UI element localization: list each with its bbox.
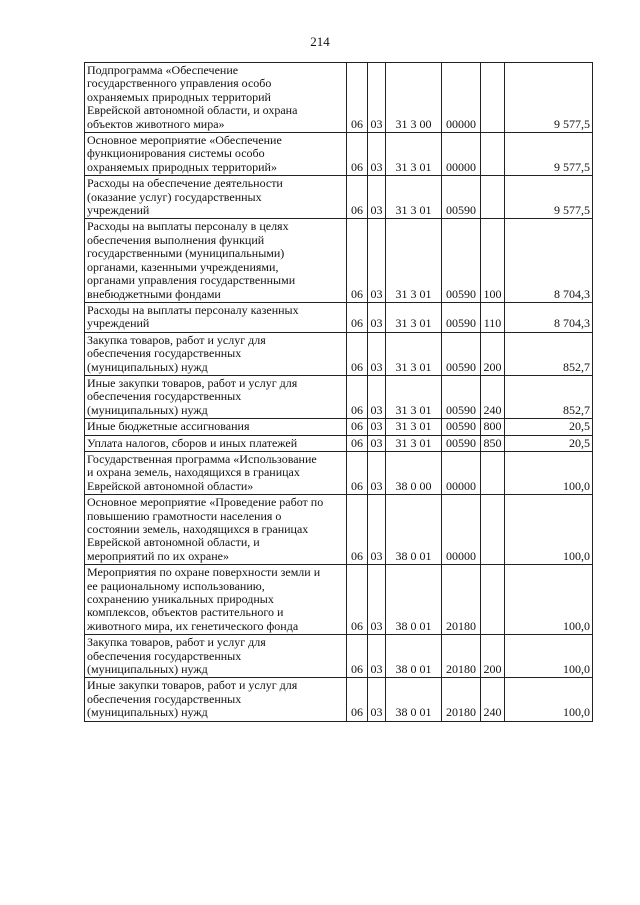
row-name-line: Расходы на выплаты персоналу в целях [87,219,289,234]
subsection-code: 03 [368,419,386,435]
table-row [85,219,593,302]
row-name [85,495,347,565]
row-name [85,678,347,721]
section-code: 06 [347,176,368,219]
table-row [85,678,593,721]
expense-type-code: 110 [481,302,505,332]
row-name [85,635,347,678]
subsection-code: 03 [368,332,386,375]
row-name-line: Иные бюджетные ассигнования [87,419,250,434]
row-name [85,435,347,451]
amount-value: 8 704,3 [505,219,593,302]
direction-code: 00590 [442,219,481,302]
program-code: 31 3 01 [386,419,442,435]
section-code: 06 [347,419,368,435]
expense-type-code [481,63,505,133]
section-code: 06 [347,635,368,678]
row-name-line: Расходы на обеспечение деятельности [87,176,283,191]
row-name [85,451,347,494]
row-name-line: состоянии земель, находящихся в границах [87,522,309,536]
section-code: 06 [347,332,368,375]
row-name-line: Государственная программа «Использование [87,451,317,466]
expense-type-code: 200 [481,635,505,678]
section-code: 06 [347,63,368,133]
subsection-code: 03 [368,495,386,565]
row-name-line: обеспечения государственных [87,346,242,361]
row-name-line: государственного управления особо [87,76,272,91]
direction-code: 20180 [442,565,481,635]
row-name [85,565,347,635]
amount-value: 20,5 [505,419,593,435]
subsection-code: 03 [368,678,386,721]
row-name-line: и охрана земель, находящихся в границах [87,465,300,480]
direction-code: 00590 [442,302,481,332]
table-row [85,435,593,451]
row-name-line: (муниципальных) нужд [87,402,208,417]
subsection-code: 03 [368,63,386,133]
program-code: 38 0 01 [386,565,442,635]
program-code: 38 0 01 [386,678,442,721]
row-name-line: Закупка товаров, работ и услуг для [87,635,266,650]
amount-value: 9 577,5 [505,176,593,219]
subsection-code: 03 [368,133,386,176]
expense-type-code [481,565,505,635]
amount-value: 9 577,5 [505,133,593,176]
subsection-code: 03 [368,565,386,635]
program-code: 31 3 01 [386,332,442,375]
row-name-line: Подпрограмма «Обеспечение [87,63,239,77]
expense-type-code [481,133,505,176]
program-code: 31 3 01 [386,133,442,176]
row-name-line: обеспечения государственных [87,389,242,404]
table-row [85,419,593,435]
direction-code: 00000 [442,133,481,176]
row-name-line: мероприятий по их охране» [87,548,229,563]
row-name-line: (муниципальных) нужд [87,662,208,677]
row-name [85,133,347,176]
table-row [85,451,593,494]
direction-code: 20180 [442,678,481,721]
amount-value: 100,0 [505,565,593,635]
subsection-code: 03 [368,375,386,418]
row-name-line: органами, казенными учреждениями, [87,259,279,274]
row-name [85,332,347,375]
direction-code: 00590 [442,332,481,375]
row-name [85,219,347,302]
amount-value: 852,7 [505,332,593,375]
expense-type-code: 100 [481,219,505,302]
direction-code: 00000 [442,451,481,494]
table-row [85,176,593,219]
direction-code: 00590 [442,176,481,219]
row-name-line: ее рациональному использованию, [87,578,265,593]
row-name-line: комплексов, объектов растительного и [87,605,284,620]
direction-code: 20180 [442,635,481,678]
section-code: 06 [347,133,368,176]
table-row [85,495,593,565]
subsection-code: 03 [368,302,386,332]
row-name-line: Еврейской автономной области» [87,478,254,493]
row-name-line: Уплата налогов, сборов и иных платежей [87,435,298,450]
section-code: 06 [347,219,368,302]
page-number: 214 [310,34,330,49]
table-row [85,133,593,176]
row-name [85,63,347,133]
program-code: 31 3 01 [386,176,442,219]
program-code: 31 3 01 [386,435,442,451]
row-name-line: повышению грамотности населения о [87,508,282,523]
row-name [85,419,347,435]
program-code: 31 3 01 [386,375,442,418]
program-code: 38 0 00 [386,451,442,494]
amount-value: 100,0 [505,635,593,678]
direction-code: 00590 [442,375,481,418]
table-row [85,302,593,332]
row-name-line: (муниципальных) нужд [87,359,208,374]
row-name-line: животного мира, их генетического фонда [87,618,299,633]
expense-type-code: 850 [481,435,505,451]
row-name-line: Основное мероприятие «Проведение работ по [87,495,324,510]
direction-code: 00590 [442,435,481,451]
row-name-line: охраняемых природных территорий» [87,159,277,174]
amount-value: 100,0 [505,495,593,565]
subsection-code: 03 [368,451,386,494]
row-name-line: обеспечения выполнения функций [87,232,265,247]
expense-type-code: 240 [481,678,505,721]
subsection-code: 03 [368,435,386,451]
row-name-line: учреждений [87,316,150,331]
expense-type-code: 240 [481,375,505,418]
row-name-line: Закупка товаров, работ и услуг для [87,332,266,347]
program-code: 38 0 01 [386,495,442,565]
amount-value: 9 577,5 [505,63,593,133]
budget-table [84,62,593,722]
row-name [85,375,347,418]
program-code: 38 0 01 [386,635,442,678]
section-code: 06 [347,451,368,494]
section-code: 06 [347,435,368,451]
row-name-line: обеспечения государственных [87,691,242,706]
row-name-line: Еврейской автономной области, и [87,535,260,550]
section-code: 06 [347,565,368,635]
expense-type-code [481,495,505,565]
row-name-line: Иные закупки товаров, работ и услуг для [87,375,298,390]
row-name-line: (муниципальных) нужд [87,705,208,720]
amount-value: 100,0 [505,451,593,494]
row-name [85,302,347,332]
amount-value: 852,7 [505,375,593,418]
subsection-code: 03 [368,635,386,678]
direction-code: 00000 [442,63,481,133]
row-name [85,176,347,219]
program-code: 31 3 01 [386,302,442,332]
row-name-line: Расходы на выплаты персоналу казенных [87,302,299,317]
table-row [85,565,593,635]
row-name-line: объектов животного мира» [87,116,225,131]
subsection-code: 03 [368,219,386,302]
row-name-line: функционирования системы особо [87,146,265,161]
table-row [85,332,593,375]
row-name-line: обеспечения государственных [87,648,242,663]
amount-value: 20,5 [505,435,593,451]
expense-type-code [481,451,505,494]
table-row [85,63,593,133]
row-name-line: учреждений [87,203,150,218]
table-row [85,635,593,678]
row-name-line: органами управления государственными [87,273,296,288]
amount-value: 8 704,3 [505,302,593,332]
section-code: 06 [347,375,368,418]
expense-type-code: 800 [481,419,505,435]
row-name-line: сохранению уникальных природных [87,592,274,607]
row-name-line: Иные закупки товаров, работ и услуг для [87,678,298,693]
direction-code: 00000 [442,495,481,565]
section-code: 06 [347,495,368,565]
row-name-line: государственными (муниципальными) [87,246,285,261]
row-name-line: охраняемых природных территорий [87,89,271,104]
expense-type-code: 200 [481,332,505,375]
program-code: 31 3 00 [386,63,442,133]
section-code: 06 [347,678,368,721]
table-row [85,375,593,418]
direction-code: 00590 [442,419,481,435]
subsection-code: 03 [368,176,386,219]
amount-value: 100,0 [505,678,593,721]
row-name-line: Основное мероприятие «Обеспечение [87,133,282,148]
program-code: 31 3 01 [386,219,442,302]
row-name-line: (оказание услуг) государственных [87,189,262,204]
row-name-line: Мероприятия по охране поверхности земли и [87,565,321,580]
row-name-line: Еврейской автономной области, и охрана [87,103,298,118]
section-code: 06 [347,302,368,332]
row-name-line: внебюджетными фондами [87,286,221,301]
expense-type-code [481,176,505,219]
budget-table-body [85,63,593,722]
